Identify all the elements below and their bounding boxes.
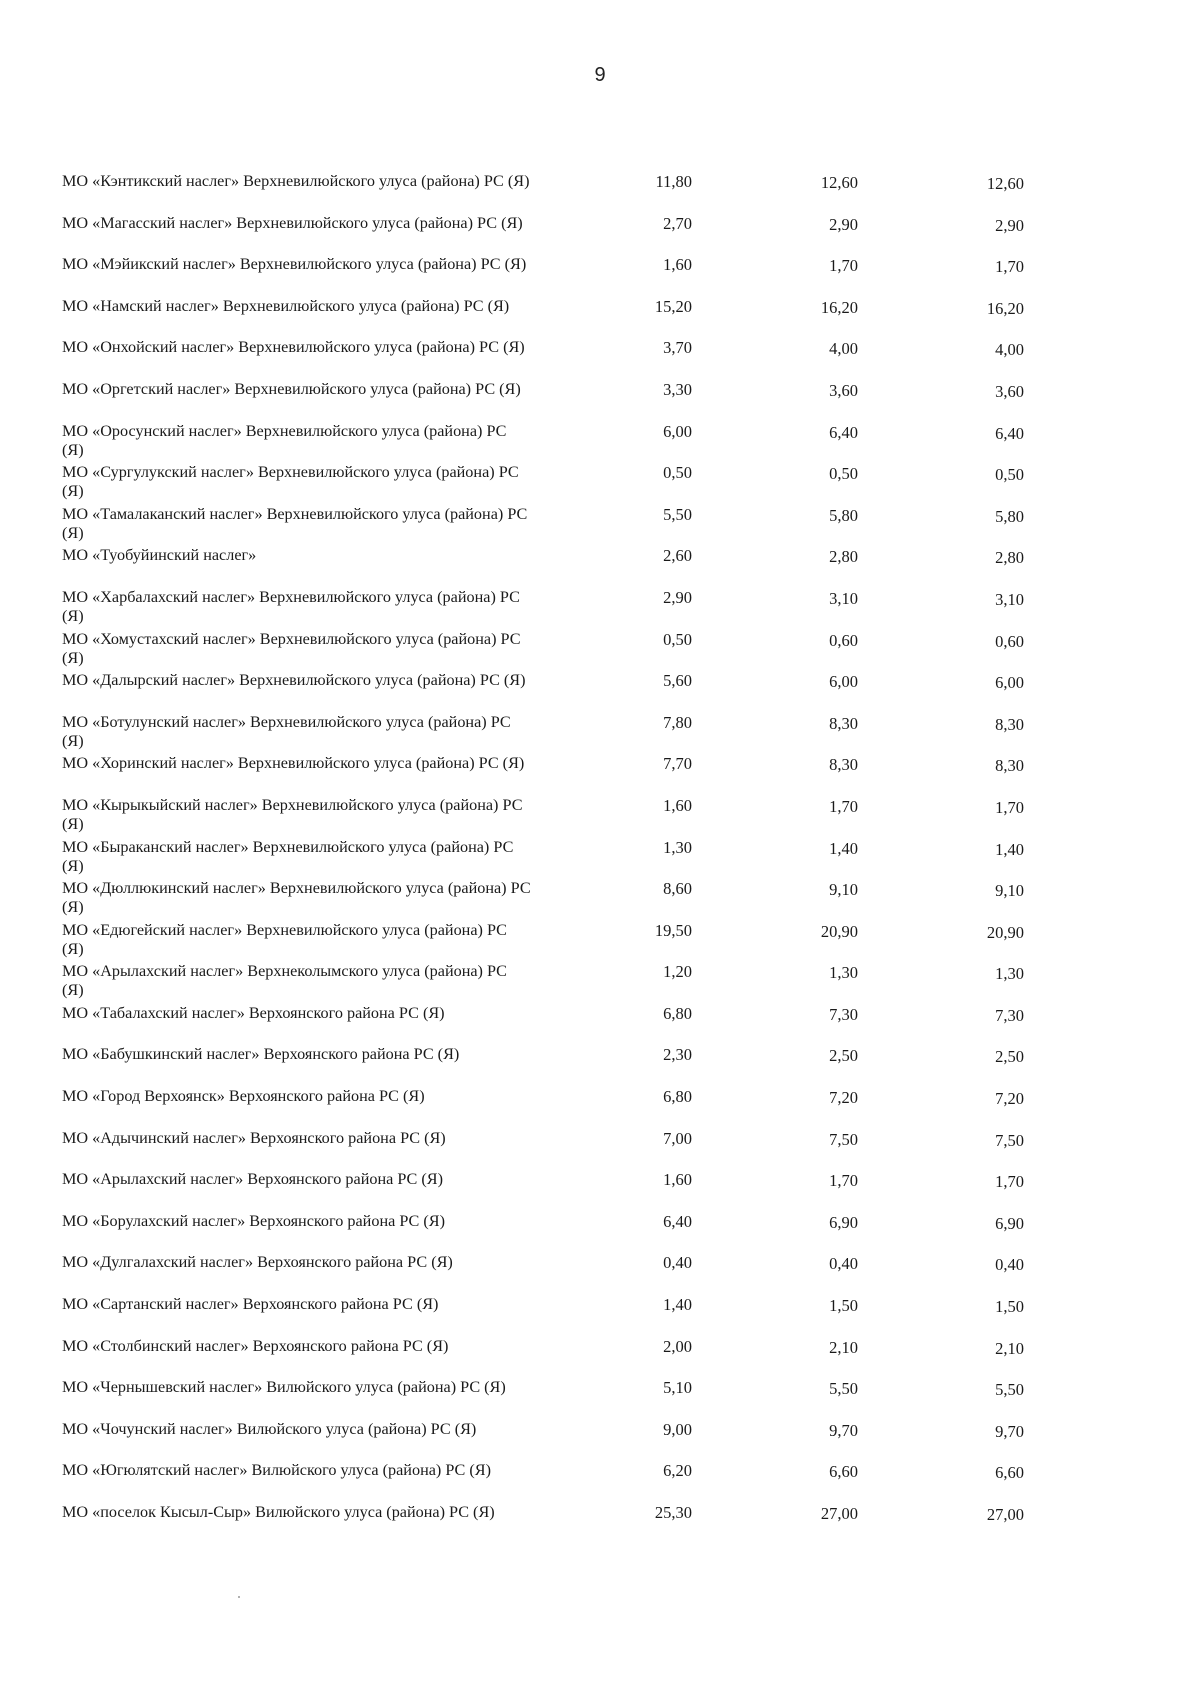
value-col-1: 1,30 [663,837,692,857]
value-col-1: 3,30 [663,379,692,399]
municipality-name: МО «поселок Кысыл-Сыр» Вилюйского улуса (района) РС (Я) [62,1503,495,1521]
value-col-1: 19,50 [654,920,692,940]
value-col-1: 11,80 [655,172,692,191]
value-col-2: 9,70 [829,1420,858,1440]
municipality-name: МО «Туобуйинский наслег» [62,546,257,565]
table-row [0,1295,1200,1337]
value-col-1: 0,50 [663,629,692,649]
table-row [0,463,1200,505]
value-col-1: 5,50 [663,504,692,524]
value-col-1: 0,50 [663,463,692,483]
value-col-3: 7,30 [995,1005,1024,1025]
municipality-name: МО «Арылахский наслег» Верхнеколымского улуса (района) РС (Я) [62,962,507,1000]
value-col-2: 1,70 [829,1171,858,1191]
value-col-1: 1,60 [663,255,692,275]
value-col-2: 8,30 [829,713,858,733]
value-col-2: 7,30 [829,1004,858,1024]
table-row [0,796,1200,838]
value-col-2: 20,90 [820,921,858,941]
value-col-2: 2,10 [829,1337,858,1357]
value-col-1: 9,00 [663,1419,692,1439]
value-col-3: 1,70 [995,257,1024,277]
table-row [0,1461,1200,1503]
table-row [0,1503,1200,1545]
value-col-2: 3,60 [829,380,858,400]
value-col-2: 6,90 [829,1212,858,1232]
table-row [0,1170,1200,1212]
value-col-2: 27,00 [820,1504,858,1523]
value-col-2: 12,60 [820,173,858,192]
value-col-3: 1,70 [995,1172,1024,1192]
value-col-3: 7,20 [995,1089,1024,1109]
municipality-name: МО «Быраканский наслег» Верхневилюйского улуса (района) РС (Я) [62,837,514,875]
value-col-3: 2,80 [995,548,1024,568]
table-row [0,380,1200,422]
municipality-name: МО «Югюлятский наслег» Вилюйского улуса (района) РС (Я) [62,1461,491,1480]
value-col-1: 3,70 [663,338,692,358]
value-col-2: 8,30 [829,755,858,775]
value-col-1: 15,20 [654,296,692,316]
value-col-1: 2,90 [663,587,692,607]
value-col-1: 6,20 [663,1461,692,1481]
value-col-3: 6,60 [995,1463,1024,1483]
municipality-name: МО «Чочунский наслег» Вилюйского улуса (района) РС (Я) [62,1419,477,1438]
value-col-2: 0,40 [829,1254,858,1274]
table-row [0,172,1200,214]
value-col-3: 5,80 [995,506,1024,526]
value-col-2: 5,80 [829,505,858,525]
value-col-2: 9,10 [829,880,858,900]
value-col-2: 16,20 [820,297,858,317]
table-row [0,921,1200,963]
value-col-3: 0,50 [995,465,1024,485]
municipality-name: МО «Онхойский наслег» Верхневилюйского улуса (района) РС (Я) [62,338,525,357]
table-row [0,588,1200,630]
table-row [0,1212,1200,1254]
value-col-2: 1,70 [829,796,858,816]
value-col-3: 6,90 [995,1213,1024,1233]
table-row [0,1378,1200,1420]
municipality-name: МО «Намский наслег» Верхневилюйского улуса (района) РС (Я) [62,296,510,315]
table-row [0,1129,1200,1171]
value-col-3: 2,50 [995,1047,1024,1067]
value-col-1: 8,60 [663,879,692,899]
value-col-3: 0,40 [995,1255,1024,1275]
value-col-3: 7,50 [995,1130,1024,1150]
municipality-name: МО «Столбинский наслег» Верхоянского района РС (Я) [62,1336,449,1355]
municipality-name: МО «Адычинский наслег» Верхоянского района РС (Я) [62,1128,446,1147]
municipality-name: МО «Далырский наслег» Верхневилюйского улуса (района) РС (Я) [62,671,526,690]
table-row [0,671,1200,713]
value-col-3: 16,20 [986,298,1024,318]
value-col-2: 7,20 [829,1088,858,1108]
value-col-1: 1,60 [663,1170,692,1190]
value-col-2: 1,70 [829,256,858,276]
value-col-1: 2,70 [663,213,692,233]
municipality-name: МО «Чернышевский наслег» Вилюйского улуса (района) РС (Я) [62,1378,506,1397]
value-col-3: 9,70 [995,1421,1024,1441]
value-col-1: 1,60 [663,795,692,815]
value-col-3: 1,50 [995,1297,1024,1317]
municipality-name: МО «Сургулукский наслег» Верхневилюйского улуса (района) РС (Я) [62,463,519,501]
municipality-name: МО «Кырыкыйский наслег» Верхневилюйского улуса (района) РС (Я) [62,795,523,833]
value-col-2: 3,10 [829,588,858,608]
table-row [0,1337,1200,1379]
value-col-3: 2,90 [995,215,1024,235]
value-col-2: 1,50 [829,1296,858,1316]
value-col-3: 6,40 [995,423,1024,443]
table-row [0,297,1200,339]
value-col-3: 27,00 [986,1505,1024,1524]
table-row [0,630,1200,672]
value-col-3: 0,60 [995,631,1024,651]
table-row [0,1004,1200,1046]
value-col-3: 6,00 [995,673,1024,693]
value-col-2: 7,50 [829,1129,858,1149]
value-col-1: 6,80 [663,1087,692,1107]
value-col-2: 0,50 [829,464,858,484]
value-col-2: 2,80 [829,547,858,567]
municipality-name: МО «Хомустахский наслег» Верхневилюйского улуса (района) РС (Я) [62,629,521,667]
value-col-1: 1,40 [663,1295,692,1315]
value-col-3: 8,30 [995,756,1024,776]
value-col-1: 5,10 [663,1378,692,1398]
table-row [0,1253,1200,1295]
municipality-name: МО «Ботулунский наслег» Верхневилюйского улуса (района) РС (Я) [62,712,511,750]
value-col-3: 1,40 [995,839,1024,859]
value-col-2: 2,90 [829,214,858,234]
value-col-3: 12,60 [986,174,1024,193]
table-row [0,713,1200,755]
table-row [0,1087,1200,1129]
value-col-1: 2,00 [663,1336,692,1356]
value-col-1: 7,00 [663,1128,692,1148]
value-col-2: 1,40 [829,838,858,858]
table-row [0,838,1200,880]
value-col-3: 1,70 [995,797,1024,817]
value-col-1: 7,70 [663,754,692,774]
page-number: 9 [594,64,606,86]
table-row [0,255,1200,297]
value-col-3: 1,30 [995,964,1024,984]
value-col-1: 0,40 [663,1253,692,1273]
municipality-name: МО «Хоринский наслег» Верхневилюйского улуса (района) РС (Я) [62,754,525,773]
municipality-name: МО «Мэйикский наслег» Верхневилюйского улуса (района) РС (Я) [62,255,527,274]
municipality-name: МО «Дулгалахский наслег» Верхоянского района РС (Я) [62,1253,453,1272]
value-col-1: 6,80 [663,1003,692,1023]
value-col-2: 6,40 [829,422,858,442]
table-row [0,422,1200,464]
value-col-1: 2,30 [663,1045,692,1065]
value-col-1: 6,00 [663,421,692,441]
municipality-name: МО «Харбалахский наслег» Верхневилюйского улуса (района) РС (Я) [62,587,520,625]
table-row [0,338,1200,380]
table-row [0,1420,1200,1462]
value-col-2: 0,60 [829,630,858,650]
municipality-name: МО «Тамалаканский наслег» Верхневилюйского улуса (района) РС (Я) [62,504,528,542]
value-col-3: 9,10 [995,881,1024,901]
table-row [0,505,1200,547]
value-col-3: 3,60 [995,381,1024,401]
municipality-name: МО «Табалахский наслег» Верхоянского района РС (Я) [62,1003,445,1022]
value-col-2: 5,50 [829,1379,858,1399]
municipality-name: МО «Дюллюкинский наслег» Верхневилюйского улуса (района) РС (Я) [62,879,531,917]
table-row [0,1045,1200,1087]
value-col-2: 1,30 [829,963,858,983]
table-row [0,962,1200,1004]
value-col-2: 2,50 [829,1046,858,1066]
value-col-1: 5,60 [663,671,692,691]
municipality-name: МО «Сартанский наслег» Верхоянского района РС (Я) [62,1295,439,1314]
municipality-name: МО «Борулахский наслег» Верхоянского района РС (Я) [62,1211,445,1230]
table-row [0,754,1200,796]
value-col-1: 25,30 [654,1503,692,1522]
table-row [0,546,1200,588]
value-col-1: 2,60 [663,546,692,566]
value-col-1: 1,20 [663,962,692,982]
value-col-3: 4,00 [995,340,1024,360]
municipality-name: МО «Едюгейский наслег» Верхневилюйского улуса (района) РС (Я) [62,920,507,958]
value-col-3: 8,30 [995,714,1024,734]
value-col-2: 6,60 [829,1462,858,1482]
scan-speck [238,1596,240,1598]
municipality-name: МО «Арылахский наслег» Верхоянского района РС (Я) [62,1170,443,1189]
value-col-2: 4,00 [829,339,858,359]
value-col-3: 2,10 [995,1338,1024,1358]
value-col-2: 6,00 [829,672,858,692]
value-col-3: 20,90 [986,922,1024,942]
municipality-name: МО «Город Верхоянск» Верхоянского района РС (Я) [62,1087,425,1106]
table-row [0,879,1200,921]
municipality-name: МО «Оросунский наслег» Верхневилюйского улуса (района) РС (Я) [62,421,507,459]
value-col-1: 6,40 [663,1211,692,1231]
value-col-3: 3,10 [995,589,1024,609]
municipality-name: МО «Оргетский наслег» Верхневилюйского улуса (района) РС (Я) [62,379,521,398]
data-table [0,172,1200,1545]
table-row [0,214,1200,256]
municipality-name: МО «Кэнтикский наслег» Верхневилюйского улуса (района) РС (Я) [62,172,530,190]
value-col-3: 5,50 [995,1380,1024,1400]
value-col-1: 7,80 [663,712,692,732]
municipality-name: МО «Магасский наслег» Верхневилюйского улуса (района) РС (Я) [62,213,523,232]
municipality-name: МО «Бабушкинский наслег» Верхоянского района РС (Я) [62,1045,460,1064]
